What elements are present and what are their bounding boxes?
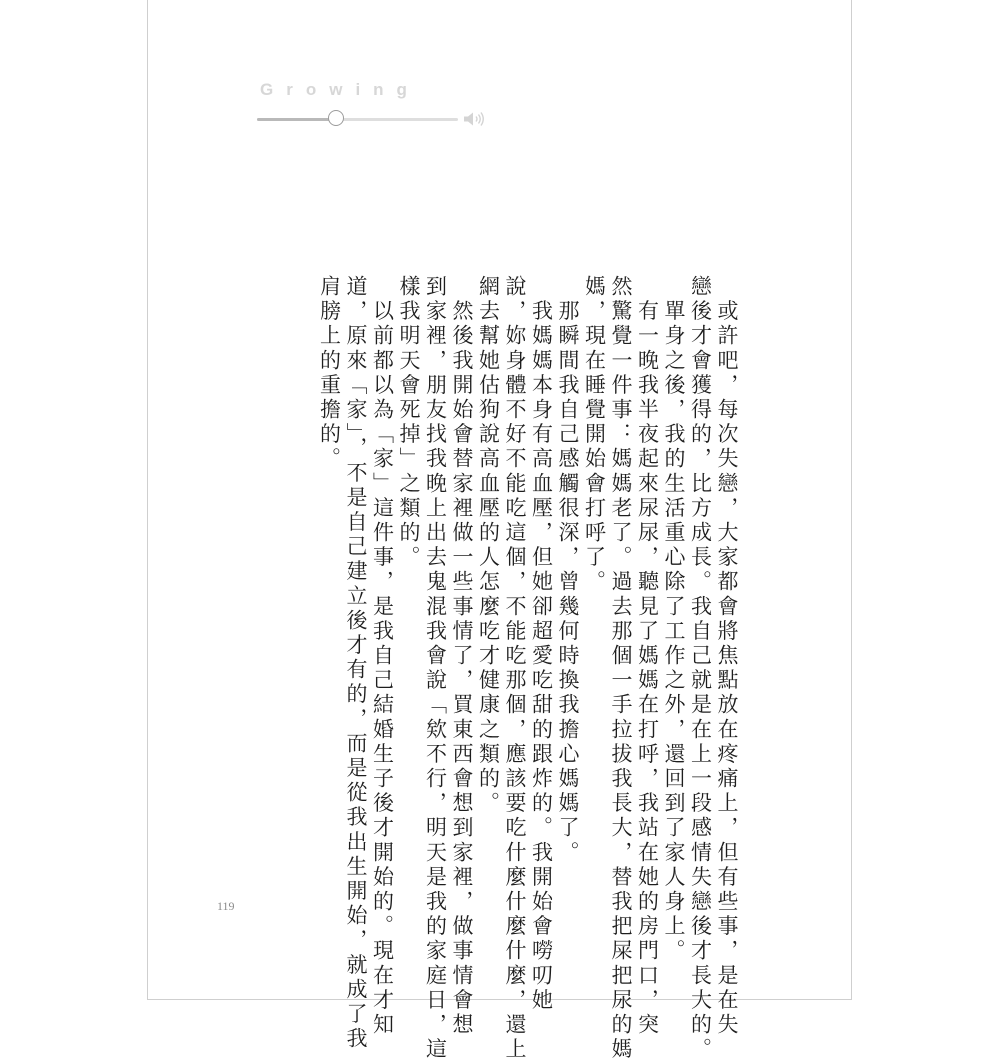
text-line: 到家裡，朋友找我晚上出去鬼混我會說「欸不行，明天是我的家庭日，這 xyxy=(423,275,448,1062)
text-line: 道，原來「家」，不是自己建立後才有的，而是從我出生開始，就成了我 xyxy=(344,275,368,1052)
chapter-title: Growing xyxy=(260,80,420,99)
text-line: 說，妳身體不好不能吃這個，不能吃那個，應該要吃什麼什麼什麼，還上 xyxy=(503,275,527,1062)
text-line: 或許吧，每次失戀，大家都會將焦點放在疼痛上，但有些事，是在失 xyxy=(715,275,739,1038)
text-line: 媽，現在睡覺開始會打呼了。 xyxy=(582,275,607,595)
page-number: 119 xyxy=(217,899,235,913)
text-line: 然驚覺一件事：媽媽老了。過去那個一手拉拔我長大，替我把屎把尿的媽 xyxy=(609,275,633,1062)
text-line: 以前都以為「家」這件事，是我自己結婚生子後才開始的。現在才知 xyxy=(370,275,395,1038)
text-line: 有一晚我半夜起來尿尿，聽見了媽媽在打呼，我站在她的房門口，突 xyxy=(635,275,660,1038)
text-line: 那瞬間我自己感觸很深，曾幾何時換我擔心媽媽了。 xyxy=(556,275,580,866)
text-line: 單身之後，我的生活重心除了工作之外，還回到了家人身上。 xyxy=(662,275,686,964)
text-line: 肩膀上的重擔的。 xyxy=(317,275,342,472)
progress-fill xyxy=(257,118,337,121)
text-line: 然後我開始會替家裡做一些事情了，買東西會想到家裡，做事情會想 xyxy=(450,275,474,1038)
progress-slider[interactable] xyxy=(257,118,458,121)
speaker-icon[interactable] xyxy=(463,111,485,127)
text-line: 戀後才會獲得的，比方成長。我自己就是在上一段感情失戀後才長大的。 xyxy=(688,275,713,1062)
text-line: 網去幫她估狗說高血壓的人怎麼吃才健康之類的。 xyxy=(476,275,501,817)
text-line: 樣我明天會死掉」之類的。 xyxy=(397,275,421,571)
body-text xyxy=(316,275,740,1062)
text-line: 我媽媽本身有高血壓，但她卻超愛吃甜的跟炸的。我開始會嘮叨她 xyxy=(529,275,554,1013)
